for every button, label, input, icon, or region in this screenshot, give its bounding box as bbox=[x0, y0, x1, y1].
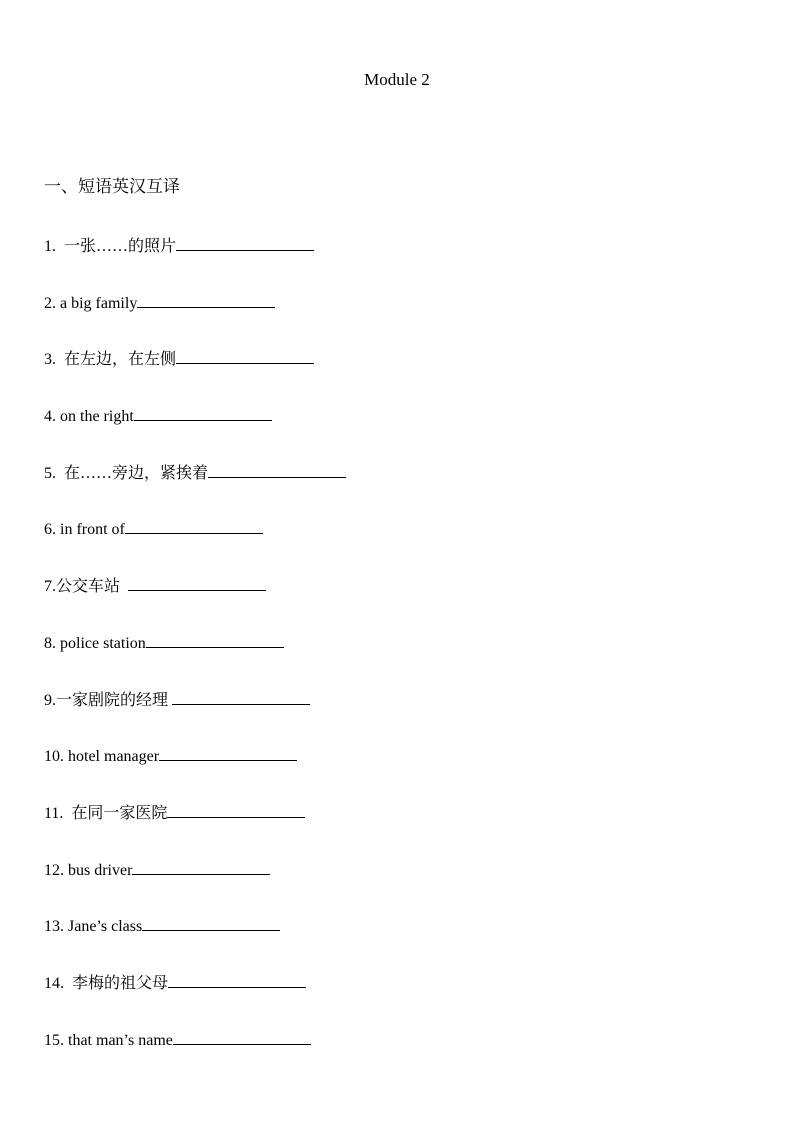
answer-blank[interactable] bbox=[128, 572, 266, 591]
exercise-item-2 bbox=[44, 289, 346, 346]
answer-blank[interactable] bbox=[142, 912, 280, 931]
exercise-item-11 bbox=[44, 799, 346, 856]
exercise-item-15 bbox=[44, 1026, 346, 1083]
exercise-prompt: 2. a big family bbox=[44, 294, 138, 312]
exercise-prompt: 4. on the right bbox=[44, 408, 134, 426]
answer-blank[interactable] bbox=[167, 799, 305, 818]
exercise-item-5 bbox=[44, 459, 346, 516]
section-heading: 一、短语英汉互译 bbox=[44, 177, 180, 196]
exercise-prompt: 7.公交车站 bbox=[44, 578, 129, 596]
exercise-prompt: 10. hotel manager bbox=[44, 748, 160, 766]
exercise-prompt: 5. 在……旁边，紧挨着 bbox=[44, 464, 209, 482]
exercise-prompt: 14. 李梅的祖父母 bbox=[44, 974, 169, 992]
exercise-prompt: 3. 在左边，在左侧 bbox=[44, 351, 177, 369]
page-title: Module 2 bbox=[364, 70, 430, 89]
exercise-prompt: 12. bus driver bbox=[44, 861, 133, 879]
exercise-item-1 bbox=[44, 232, 346, 289]
exercise-item-13 bbox=[44, 912, 346, 969]
exercise-prompt: 15. that man’s name bbox=[44, 1031, 173, 1049]
answer-blank[interactable] bbox=[176, 232, 314, 251]
exercise-prompt: 13. Jane’s class bbox=[44, 918, 143, 936]
exercise-item-10 bbox=[44, 742, 346, 799]
exercise-list bbox=[44, 232, 346, 1082]
answer-blank[interactable] bbox=[176, 345, 314, 364]
answer-blank[interactable] bbox=[159, 742, 297, 761]
answer-blank[interactable] bbox=[125, 515, 263, 534]
exercise-item-6 bbox=[44, 515, 346, 572]
answer-blank[interactable] bbox=[134, 402, 272, 421]
exercise-item-12 bbox=[44, 856, 346, 913]
answer-blank[interactable] bbox=[172, 686, 310, 705]
exercise-item-9 bbox=[44, 686, 346, 743]
exercise-item-7 bbox=[44, 572, 346, 629]
exercise-prompt: 8. police station bbox=[44, 634, 146, 652]
answer-blank[interactable] bbox=[146, 629, 284, 648]
answer-blank[interactable] bbox=[208, 459, 346, 478]
exercise-prompt: 6. in front of bbox=[44, 521, 125, 539]
answer-blank[interactable] bbox=[132, 856, 270, 875]
exercise-prompt: 1. 一张……的照片 bbox=[44, 238, 177, 255]
exercise-item-14 bbox=[44, 969, 346, 1026]
exercise-item-4 bbox=[44, 402, 346, 459]
answer-blank[interactable] bbox=[173, 1026, 311, 1045]
exercise-prompt: 9.一家剧院的经理 bbox=[44, 691, 173, 709]
exercise-prompt: 11. 在同一家医院 bbox=[44, 804, 168, 822]
answer-blank[interactable] bbox=[168, 969, 306, 988]
answer-blank[interactable] bbox=[137, 289, 275, 308]
exercise-item-8 bbox=[44, 629, 346, 686]
exercise-item-3 bbox=[44, 345, 346, 402]
